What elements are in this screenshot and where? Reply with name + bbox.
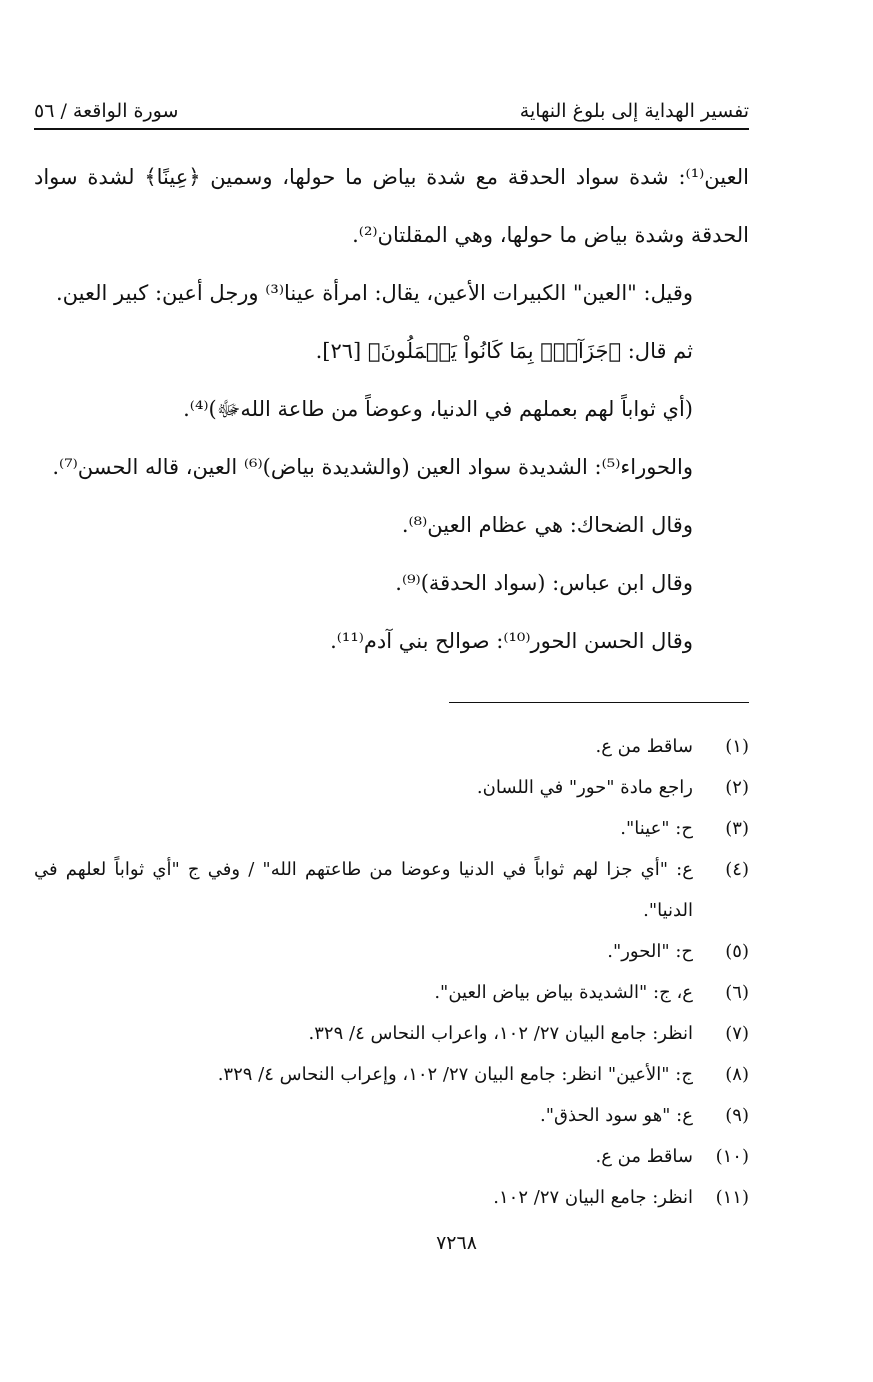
book-title: تفسير الهداية إلى بلوغ النهاية [519,100,749,122]
footnote-item [34,1095,749,1136]
main-text [34,148,749,670]
footnote-number: (٣) [725,818,749,839]
footnote-text: راجع مادة "حور" في اللسان. [476,777,693,798]
footnote-text: ساقط من ع. [595,736,693,757]
header-divider [34,128,749,130]
footnote-number: (٤) [725,859,749,880]
footnote-item [34,726,749,767]
footnote-text: ساقط من ع. [595,1146,693,1167]
footnote-number: (١١) [715,1187,749,1208]
footnote-text: انظر: جامع البيان ٢٧/ ١٠٢، واعراب النحاس ٤/ ٣٢٩. [308,1023,693,1044]
footnote-text: ح: "عينا". [620,818,693,839]
footnote-text: ع، ج: "الشديدة بياض بياض العين". [434,982,693,1003]
footnote-item [34,1013,749,1054]
footnote-text: ع: "أي جزا لهم ثواباً في الدنيا وعوضا من طاعتهم الله" / وفي ج "أي ثواباً لعلهم في الدنيا". [34,859,693,921]
footnote-number: (٩) [725,1105,749,1126]
paragraph-4: (أي ثواباً لهم بعملهم في الدنيا، وعوضاً من طاعة اللهﷻ)⁽⁴⁾. [183,397,693,421]
surah-page-label: سورة الواقعة / ٥٦ [34,100,179,122]
footnote-text: ج: "الأعين" انظر: جامع البيان ٢٧/ ١٠٢، وإعراب النحاس ٤/ ٣٢٩. [217,1064,693,1085]
paragraph-5: والحوراء⁽⁵⁾: الشديدة سواد العين (والشديدة بياض)⁽⁶⁾ العين، قاله الحسن⁽⁷⁾. [52,455,693,479]
footnote-item [34,849,749,931]
footnote-text: ح: "الحور". [607,941,693,962]
footnote-divider [449,702,749,703]
paragraph-3: ثم قال: ﴿جَزَآءَۢ بِمَا كَانُواْ يَعۡمَلُونَ﴾ [٢٦]. [315,339,693,363]
footnote-number: (٧) [725,1023,749,1044]
paragraph-2: وقيل: "العين" الكبيرات الأعين، يقال: امرأة عينا⁽³⁾ ورجل أعين: كبير العين. [56,281,693,305]
footnote-item [34,808,749,849]
paragraph-7: وقال ابن عباس: (سواد الحدقة)⁽⁹⁾. [395,571,693,595]
running-header [34,86,749,122]
footnote-text: ع: "هو سود الحذق". [540,1105,693,1126]
footnote-number: (١٠) [715,1146,749,1167]
footnotes-list [34,726,749,1218]
paragraph-6: وقال الضحاك: هي عظام العين⁽⁸⁾. [401,513,693,537]
footnote-number: (١) [725,736,749,757]
footnote-item [34,767,749,808]
footnote-item [34,1136,749,1177]
footnote-number: (٢) [725,777,749,798]
footnote-item [34,972,749,1013]
footnote-number: (٥) [725,941,749,962]
paragraph-8: وقال الحسن الحور⁽¹⁰⁾: صوالح بني آدم⁽¹¹⁾. [330,629,693,653]
paragraph-1-line-1: العين⁽¹⁾: شدة سواد الحدقة مع شدة بياض ما حولها، وسمين ﴿عِينًا﴾ لشدة سواد [34,165,749,189]
page-number: ٧٢٦٨ [436,1232,477,1254]
footnote-item [34,1177,749,1218]
footnote-item [34,931,749,972]
footnote-number: (٨) [725,1064,749,1085]
footnote-text: انظر: جامع البيان ٢٧/ ١٠٢. [493,1187,693,1208]
footnote-item [34,1054,749,1095]
footnote-number: (٦) [725,982,749,1003]
paragraph-1-line-2: الحدقة وشدة بياض ما حولها، وهي المقلتان⁽²⁾. [352,223,749,247]
